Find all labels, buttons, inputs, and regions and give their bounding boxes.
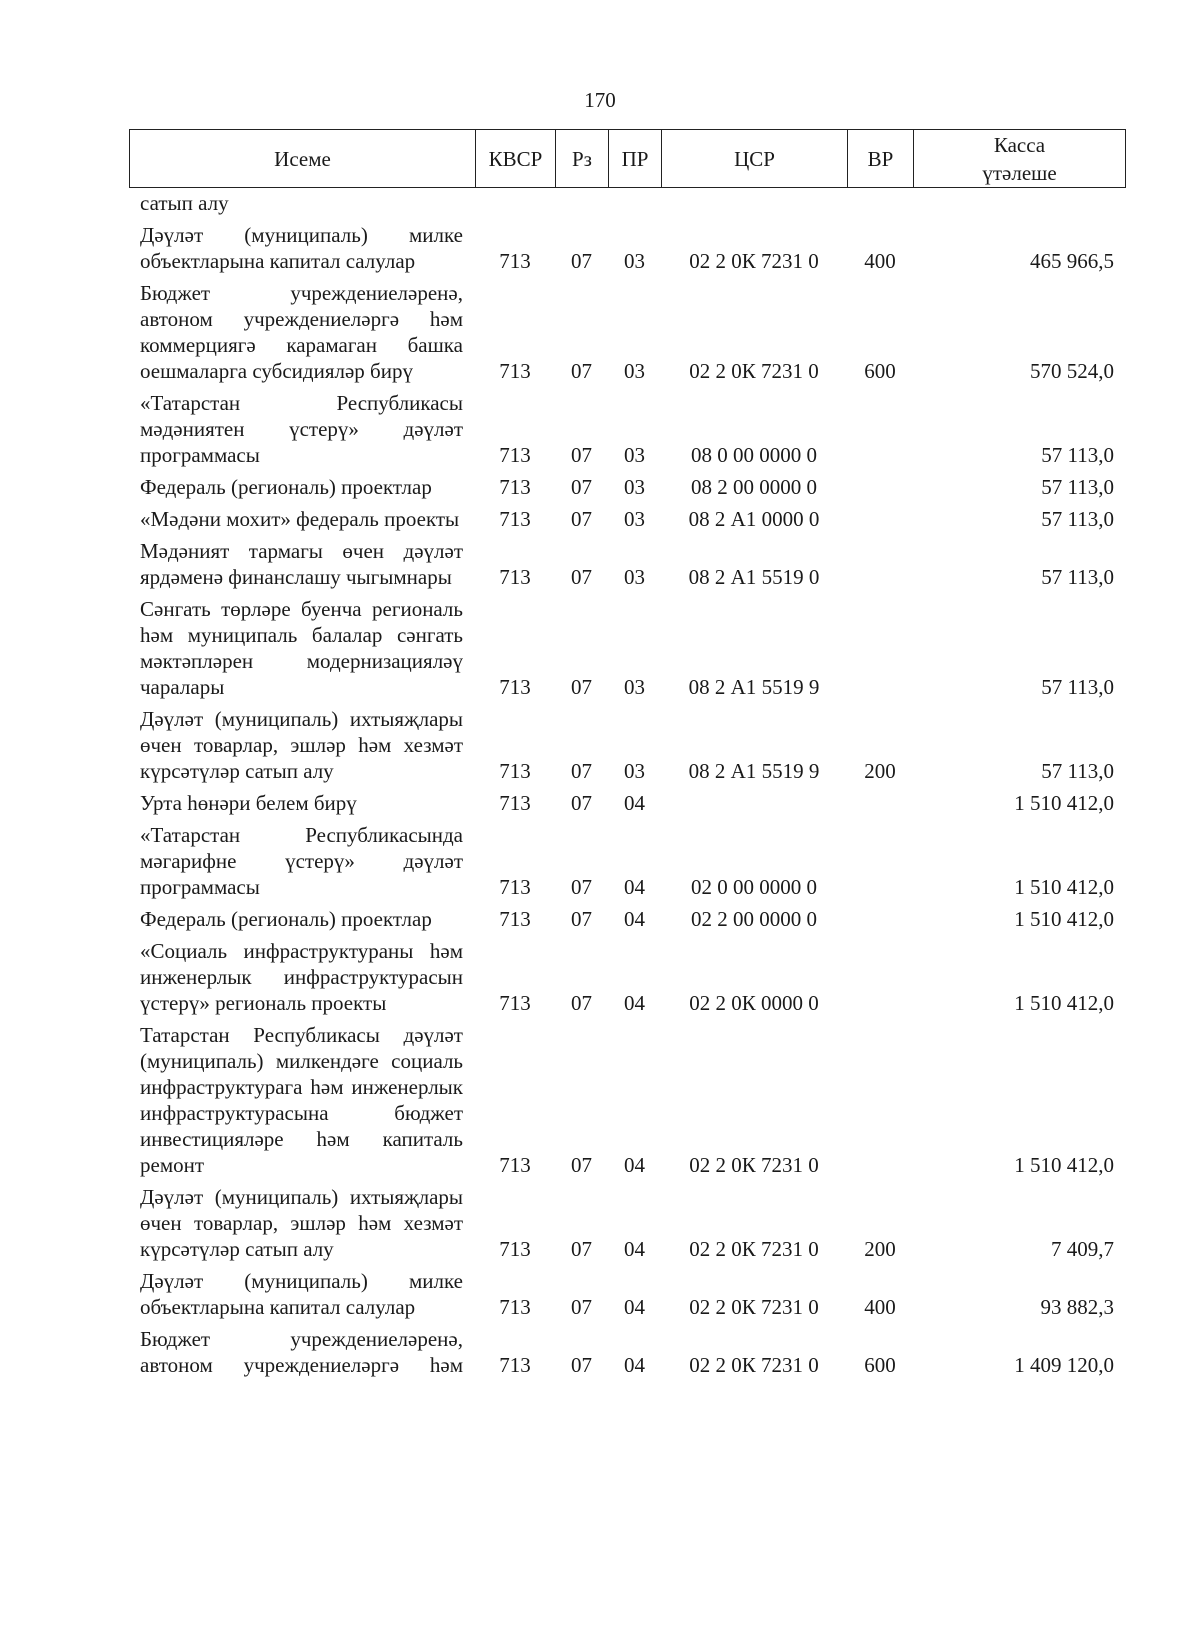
row-rz: 07 (571, 875, 592, 899)
table-header (129, 129, 1126, 188)
row-amount: 1 409 120,0 (1014, 1353, 1114, 1377)
row-name: «Татарстан Республикасы мәдәниятен үстерү» дәүләт программасы (140, 391, 463, 467)
row-kvsr: 713 (499, 507, 531, 531)
row-amount: 7 409,7 (1051, 1237, 1114, 1261)
row-rz: 07 (571, 1295, 592, 1319)
row-pr: 03 (624, 759, 645, 783)
row-kvsr: 713 (499, 249, 531, 273)
row-amount: 57 113,0 (1041, 759, 1114, 783)
row-amount: 1 510 412,0 (1014, 1153, 1114, 1177)
row-kvsr: 713 (499, 565, 531, 589)
row-amount: 570 524,0 (1030, 359, 1114, 383)
row-name: Федераль (региональ) проектлар (140, 475, 432, 499)
row-name: Татарстан Республикасы дәүләт (муниципаль) милкендәге социаль инфраструктурага һәм инженерлык инфраструктурасына бюджет инвестицияләре һәм капиталь ремонт (140, 1023, 463, 1177)
row-vr (847, 816, 913, 900)
table-row (129, 816, 1125, 900)
row-kvsr: 713 (499, 991, 531, 1015)
row-kvsr: 713 (499, 1237, 531, 1261)
column-header-amount-line2: үтәлеше (982, 160, 1057, 185)
row-vr: 200 (864, 1237, 896, 1261)
continuation-row (129, 190, 1125, 216)
row-kvsr: 713 (499, 875, 531, 899)
column-header-amount (914, 130, 1126, 188)
row-vr: 600 (864, 1353, 896, 1377)
table-row (129, 932, 1125, 1016)
row-csr: 02 2 0К 7231 0 (689, 359, 819, 383)
table-row (129, 700, 1125, 784)
row-amount: 57 113,0 (1041, 507, 1114, 531)
row-pr: 03 (624, 359, 645, 383)
row-csr: 02 2 0К 7231 0 (689, 1153, 819, 1177)
row-kvsr: 713 (499, 1295, 531, 1319)
row-rz: 07 (571, 1353, 592, 1377)
row-csr: 08 2 А1 5519 9 (688, 675, 820, 699)
row-vr: 400 (864, 249, 896, 273)
row-amount: 57 113,0 (1041, 675, 1114, 699)
row-kvsr: 713 (499, 791, 531, 815)
row-rz: 07 (571, 475, 592, 499)
row-amount: 1 510 412,0 (1014, 875, 1114, 899)
row-pr: 04 (624, 1237, 645, 1261)
row-vr: 200 (864, 759, 896, 783)
row-name: Бюджет учреждениеләренә, автоном учреждениеләргә һәм коммерциягә карамаган башка оешмаларга субсидияләр бирү (140, 281, 463, 383)
row-kvsr: 713 (499, 759, 531, 783)
row-pr: 04 (624, 791, 645, 815)
table-row (129, 500, 1125, 532)
column-header-csr: ЦСР (662, 130, 848, 188)
row-vr (847, 384, 913, 468)
table-row (129, 468, 1125, 500)
table-row (129, 784, 1125, 816)
row-csr: 02 2 0К 7231 0 (689, 1237, 819, 1261)
row-csr: 08 2 00 0000 0 (691, 475, 817, 499)
row-amount: 93 882,3 (1040, 1295, 1114, 1319)
column-header-amount-line1: Касса (993, 132, 1046, 157)
column-header-name: Исеме (130, 130, 476, 188)
row-rz: 07 (571, 759, 592, 783)
row-amount: 57 113,0 (1041, 443, 1114, 467)
row-name: Федераль (региональ) проектлар (140, 907, 432, 931)
row-vr (847, 500, 913, 532)
row-vr (847, 900, 913, 932)
row-vr (847, 532, 913, 590)
row-rz: 07 (571, 791, 592, 815)
table-row (129, 1178, 1125, 1262)
row-kvsr: 713 (499, 1353, 531, 1377)
row-pr: 03 (624, 475, 645, 499)
row-kvsr: 713 (499, 907, 531, 931)
row-vr (847, 468, 913, 500)
row-kvsr: 713 (499, 359, 531, 383)
row-amount: 1 510 412,0 (1014, 991, 1114, 1015)
row-pr: 04 (624, 875, 645, 899)
row-rz: 07 (571, 991, 592, 1015)
row-vr: 400 (864, 1295, 896, 1319)
row-kvsr: 713 (499, 1153, 531, 1177)
row-rz: 07 (571, 443, 592, 467)
row-kvsr: 713 (499, 675, 531, 699)
row-amount: 1 510 412,0 (1014, 791, 1114, 815)
row-csr: 02 2 00 0000 0 (691, 907, 817, 931)
row-rz: 07 (571, 359, 592, 383)
row-pr: 04 (624, 907, 645, 931)
table-row (129, 1016, 1125, 1178)
column-header-vr: ВР (848, 130, 914, 188)
row-rz: 07 (571, 907, 592, 931)
row-csr (661, 784, 847, 816)
row-csr: 08 2 А1 5519 9 (688, 759, 820, 783)
row-csr: 02 2 0К 7231 0 (689, 249, 819, 273)
row-name: Бюджет учреждениеләренә, автоном учреждениеләргә һәм (140, 1327, 463, 1377)
row-rz: 07 (571, 565, 592, 589)
column-header-kvsr: КВСР (476, 130, 556, 188)
row-rz: 07 (571, 1237, 592, 1261)
row-rz: 07 (571, 249, 592, 273)
row-name: Дәүләт (муниципаль) милке объектларына капитал салулар (140, 1269, 463, 1319)
column-header-rz: Рз (556, 130, 609, 188)
row-csr: 08 2 А1 0000 0 (688, 507, 820, 531)
row-amount: 1 510 412,0 (1014, 907, 1114, 931)
row-amount: 57 113,0 (1041, 565, 1114, 589)
table-row (129, 900, 1125, 932)
row-pr: 04 (624, 1353, 645, 1377)
row-pr: 03 (624, 249, 645, 273)
table-row (129, 274, 1125, 384)
row-csr: 02 0 00 0000 0 (691, 875, 817, 899)
row-csr: 08 0 00 0000 0 (691, 443, 817, 467)
row-name: Мәдәният тармагы өчен дәүләт ярдәменә финанслашу чыгымнары (140, 539, 463, 589)
continuation-text: сатып алу (140, 191, 229, 215)
row-kvsr: 713 (499, 443, 531, 467)
row-pr: 03 (624, 565, 645, 589)
row-vr (847, 932, 913, 1016)
row-name: Дәүләт (муниципаль) милке объектларына капитал салулар (140, 223, 463, 273)
row-pr: 03 (624, 443, 645, 467)
row-csr: 02 2 0К 7231 0 (689, 1353, 819, 1377)
row-name: Сәнгать төрләре буенча региональ һәм муниципаль балалар сәнгать мәктәпләрен модернизацияләү чаралары (140, 597, 463, 699)
page-number: 170 (584, 88, 616, 112)
table-row (129, 384, 1125, 468)
row-pr: 03 (624, 507, 645, 531)
row-name: Дәүләт (муниципаль) ихтыяҗлары өчен товарлар, эшләр һәм хезмәт күрсәтүләр сатып алу (140, 707, 463, 783)
row-vr (847, 784, 913, 816)
table-row (129, 590, 1125, 700)
table-row (129, 532, 1125, 590)
budget-table (129, 190, 1125, 1378)
table-row (129, 216, 1125, 274)
row-name: Урта һөнәри белем бирү (140, 791, 357, 815)
table-row (129, 1320, 1125, 1378)
row-pr: 03 (624, 675, 645, 699)
row-csr: 02 2 0К 0000 0 (689, 991, 819, 1015)
row-kvsr: 713 (499, 475, 531, 499)
row-name: «Мәдәни мохит» федераль проекты (140, 507, 460, 531)
row-amount: 465 966,5 (1030, 249, 1114, 273)
row-name: «Социаль инфраструктураны һәм инженерлык инфраструктурасын үстерү» региональ проекты (140, 939, 463, 1015)
table-row (129, 1262, 1125, 1320)
row-csr: 02 2 0К 7231 0 (689, 1295, 819, 1319)
row-csr: 08 2 А1 5519 0 (688, 565, 820, 589)
row-rz: 07 (571, 675, 592, 699)
row-vr (847, 1016, 913, 1178)
row-name: «Татарстан Республикасында мәгарифне үстерү» дәүләт программасы (140, 823, 463, 899)
row-vr: 600 (864, 359, 896, 383)
row-pr: 04 (624, 1295, 645, 1319)
row-pr: 04 (624, 1153, 645, 1177)
row-amount: 57 113,0 (1041, 475, 1114, 499)
row-rz: 07 (571, 507, 592, 531)
row-pr: 04 (624, 991, 645, 1015)
row-vr (847, 590, 913, 700)
column-header-pr: ПР (609, 130, 662, 188)
row-name: Дәүләт (муниципаль) ихтыяҗлары өчен товарлар, эшләр һәм хезмәт күрсәтүләр сатып алу (140, 1185, 463, 1261)
row-rz: 07 (571, 1153, 592, 1177)
